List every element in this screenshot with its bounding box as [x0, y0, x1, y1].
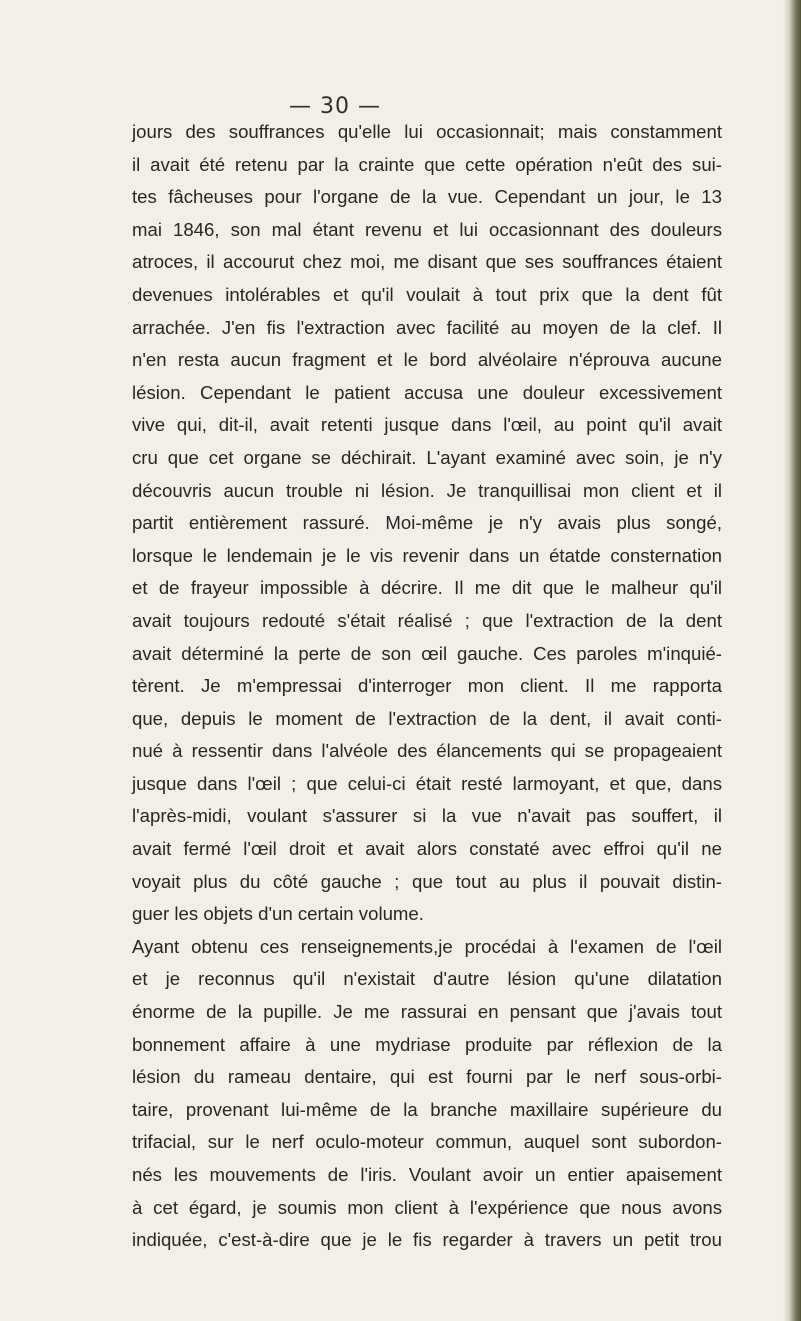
text-line: nés les mouvements de l'iris. Voulant avoir un entier apaisement	[132, 1164, 722, 1185]
text-line: découvris aucun trouble ni lésion. Je tranquillisai mon client et il	[132, 479, 722, 501]
text-line: tes fâcheuses pour l'organe de la vue. Cependant un jour, le 13	[132, 186, 722, 208]
text-line: Ayant obtenu ces renseignements,je procédai à l'examen de l'œil	[132, 935, 722, 957]
text-line: et je reconnus qu'il n'existait d'autre lésion qu'une dilatation	[132, 968, 722, 990]
text-line: l'après-midi, voulant s'assurer si la vue n'avait pas souffert, il	[132, 805, 722, 827]
text-line: mai 1846, son mal étant revenu et lui occasionnant des douleurs	[132, 218, 722, 240]
text-line: vive qui, dit-il, avait retenti jusque dans l'œil, au point qu'il avait	[132, 414, 722, 436]
text-line: arrachée. J'en fis l'extraction avec facilité au moyen de la clef. Il	[132, 316, 722, 338]
text-line: partit entièrement rassuré. Moi-même je n'y avais plus songé,	[132, 512, 722, 534]
text-line: avait fermé l'œil droit et avait alors constaté avec effroi qu'il ne	[132, 838, 722, 860]
text-line: lésion. Cependant le patient accusa une douleur excessivement	[132, 381, 722, 403]
text-line: voyait plus du côté gauche ; que tout au plus il pouvait distin-	[132, 870, 722, 892]
text-line: à cet égard, je soumis mon client à l'expérience que nous avons	[132, 1196, 722, 1218]
text-line: avait toujours redouté s'était réalisé ; que l'extraction de la dent	[132, 609, 722, 631]
page-edge-shadow	[783, 0, 801, 1321]
text-line: énorme de la pupille. Je me rassurai en pensant que j'avais tout	[132, 1001, 722, 1023]
text-line: devenues intolérables et qu'il voulait à tout prix que la dent fût	[132, 283, 722, 305]
text-line: guer les objets d'un certain volume.	[132, 903, 424, 925]
text-line: il avait été retenu par la crainte que cette opération n'eût des sui-	[132, 153, 722, 175]
text-line: cru que cet organe se déchirait. L'ayant examiné avec soin, je n'y	[132, 446, 722, 468]
text-line: lésion du rameau dentaire, qui est fourni par le nerf sous-orbi-	[132, 1066, 722, 1088]
text-line: nué à ressentir dans l'alvéole des élancements qui se propageaient	[132, 740, 722, 762]
page-text	[132, 116, 722, 1257]
text-line: lorsque le lendemain je le vis revenir dans un étatde consternation	[132, 544, 722, 566]
text-line: jusque dans l'œil ; que celui-ci était resté larmoyant, et que, dans	[132, 772, 722, 794]
text-line: taire, provenant lui-même de la branche maxillaire supérieure du	[132, 1098, 722, 1120]
text-line: tèrent. Je m'empressai d'interroger mon client. Il me rapporta	[132, 675, 722, 697]
text-line: n'en resta aucun fragment et le bord alvéolaire n'éprouva aucune	[132, 349, 722, 371]
page-number: — 30 —	[289, 94, 381, 119]
text-line: bonnement affaire à une mydriase produite par réflexion de la	[132, 1033, 722, 1055]
text-line: atroces, il accourut chez moi, me disant que ses souffrances étaient	[132, 251, 722, 273]
text-line: indiquée, c'est-à-dire que je le fis regarder à travers un petit trou	[132, 1229, 722, 1251]
text-line: trifacial, sur le nerf oculo-moteur commun, auquel sont subordon-	[132, 1131, 722, 1153]
text-line: que, depuis le moment de l'extraction de la dent, il avait conti-	[132, 707, 722, 729]
text-line: et de frayeur impossible à décrire. Il me dit que le malheur qu'il	[132, 577, 722, 599]
text-line: jours des souffrances qu'elle lui occasionnait; mais constamment	[132, 121, 722, 142]
text-line: avait déterminé la perte de son œil gauche. Ces paroles m'inquié-	[132, 642, 722, 664]
